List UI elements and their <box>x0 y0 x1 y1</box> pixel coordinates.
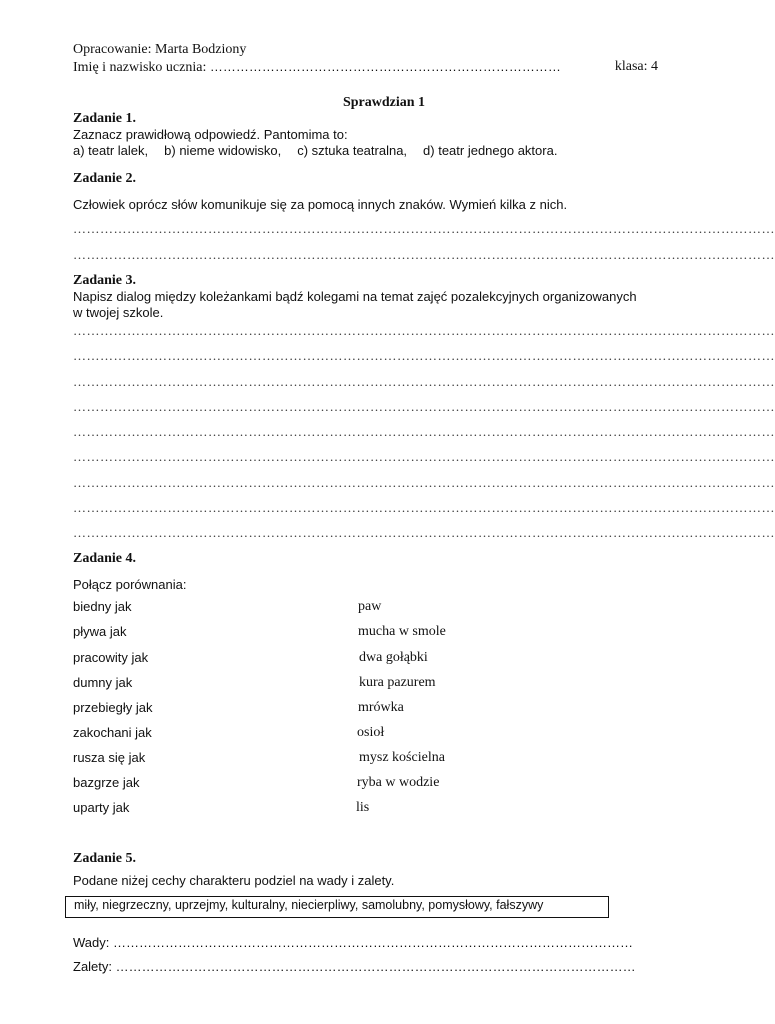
zalety-dots: ………………………………………………………………………………………………………… <box>115 959 636 975</box>
comparison-row <box>73 675 695 695</box>
zalety-label: Zalety: <box>73 959 113 975</box>
task2-answer-line[interactable]: ………………………………………………………………………………………………………………………………………… <box>73 221 775 236</box>
task5-prompt: Podane niżej cechy charakteru podziel na wady i zalety. <box>73 873 395 889</box>
task3-answer-line[interactable]: ………………………………………………………………………………………………………………………………………… <box>73 525 775 541</box>
task3-answer-line[interactable]: ………………………………………………………………………………………………………………………………………… <box>73 500 775 516</box>
comparison-row <box>73 800 695 820</box>
comparison-left-item[interactable]: bazgrze jak <box>73 775 140 791</box>
page-title: Sprawdzian 1 <box>342 95 426 110</box>
comparison-right-item[interactable]: mysz kościelna <box>359 749 445 765</box>
task3-answer-line[interactable]: ………………………………………………………………………………………………………………………………………… <box>73 323 775 338</box>
task2-answer-line[interactable]: ………………………………………………………………………………………………………………………………………… <box>73 247 775 262</box>
answer-b[interactable]: b) nieme widowisko, <box>164 143 282 158</box>
traits-box: miły, niegrzeczny, uprzejmy, kulturalny, niecierpliwy, samolubny, pomysłowy, fałszywy <box>65 896 609 918</box>
task3-answer-line[interactable]: ………………………………………………………………………………………………………………………………………… <box>73 373 775 389</box>
comparison-right-item[interactable]: osioł <box>357 724 385 740</box>
student-line <box>73 59 695 76</box>
comparison-right-item[interactable]: mrówka <box>358 699 404 715</box>
comparison-right-item[interactable]: kura pazurem <box>359 674 436 690</box>
task3-answer-line[interactable]: ………………………………………………………………………………………………………………………………………… <box>73 398 775 414</box>
comparison-left-item[interactable]: pływa jak <box>73 624 127 640</box>
comparison-right-item[interactable]: mucha w smole <box>358 624 446 640</box>
comparison-left-item[interactable]: dumny jak <box>73 674 133 690</box>
comparison-row <box>73 750 695 770</box>
task1-answers <box>73 143 695 159</box>
wady-dots: ………………………………………………………………………………………………………… <box>112 935 633 951</box>
answer-c[interactable]: c) sztuka teatralna, <box>297 143 408 158</box>
task3-answer-line[interactable]: ………………………………………………………………………………………………………………………………………… <box>73 348 775 364</box>
comparison-left-item[interactable]: zakochani jak <box>73 724 152 740</box>
comparison-row <box>73 650 695 670</box>
wady-line[interactable] <box>73 935 695 951</box>
comparison-right-item[interactable]: lis <box>356 800 370 816</box>
author-line: Opracowanie: Marta Bodziony <box>73 42 247 57</box>
student-name-label: Imię i nazwisko ucznia: <box>73 60 207 75</box>
student-name-dots: ……………………………………………………………………… <box>209 59 561 74</box>
comparison-left-item[interactable]: uparty jak <box>73 800 130 816</box>
task2-heading: Zadanie 2. <box>73 171 137 186</box>
comparison-right-item[interactable]: dwa gołąbki <box>359 649 428 665</box>
task3-answer-line[interactable]: ………………………………………………………………………………………………………………………………………… <box>73 474 775 490</box>
comparison-row <box>73 624 695 644</box>
comparison-row <box>73 599 695 619</box>
task1-heading: Zadanie 1. <box>73 111 137 126</box>
comparison-left-item[interactable]: pracowity jak <box>73 649 149 665</box>
answer-d[interactable]: d) teatr jednego aktora. <box>423 143 558 158</box>
comparison-row <box>73 775 695 795</box>
task3-answer-line[interactable]: ………………………………………………………………………………………………………………………………………… <box>73 449 775 465</box>
task3-answer-lines <box>73 323 775 541</box>
class-label: klasa: 4 <box>614 59 658 74</box>
zalety-line[interactable] <box>73 959 695 975</box>
task4-heading: Zadanie 4. <box>73 551 137 567</box>
worksheet-page <box>73 42 775 975</box>
comparison-row <box>73 725 695 745</box>
task3-prompt-line1: Napisz dialog między koleżankami bądź kolegami na temat zajęć pozalekcyjnych organizowanych <box>73 289 637 304</box>
task5-heading: Zadanie 5. <box>73 851 137 867</box>
comparison-left-item[interactable]: biedny jak <box>73 599 132 615</box>
task4-prompt: Połącz porównania: <box>73 577 187 593</box>
task3-heading: Zadanie 3. <box>73 273 137 288</box>
comparison-right-item[interactable]: ryba w wodzie <box>357 775 440 791</box>
comparison-left-item[interactable]: przebiegły jak <box>73 699 153 715</box>
student-name-field[interactable] <box>73 59 561 76</box>
comparison-row <box>73 700 695 720</box>
task1-prompt: Zaznacz prawidłową odpowiedź. Pantomima to: <box>73 127 348 142</box>
task3-prompt-line2: w twojej szkole. <box>73 305 164 320</box>
answer-a[interactable]: a) teatr lalek, <box>73 143 149 158</box>
comparison-right-item[interactable]: paw <box>358 599 382 615</box>
wady-label: Wady: <box>73 935 110 951</box>
comparison-left-item[interactable]: rusza się jak <box>73 749 146 765</box>
task2-prompt: Człowiek oprócz słów komunikuje się za pomocą innych znaków. Wymień kilka z nich. <box>73 197 568 212</box>
comparison-list <box>73 599 695 851</box>
task3-answer-line[interactable]: ………………………………………………………………………………………………………………………………………… <box>73 424 775 440</box>
